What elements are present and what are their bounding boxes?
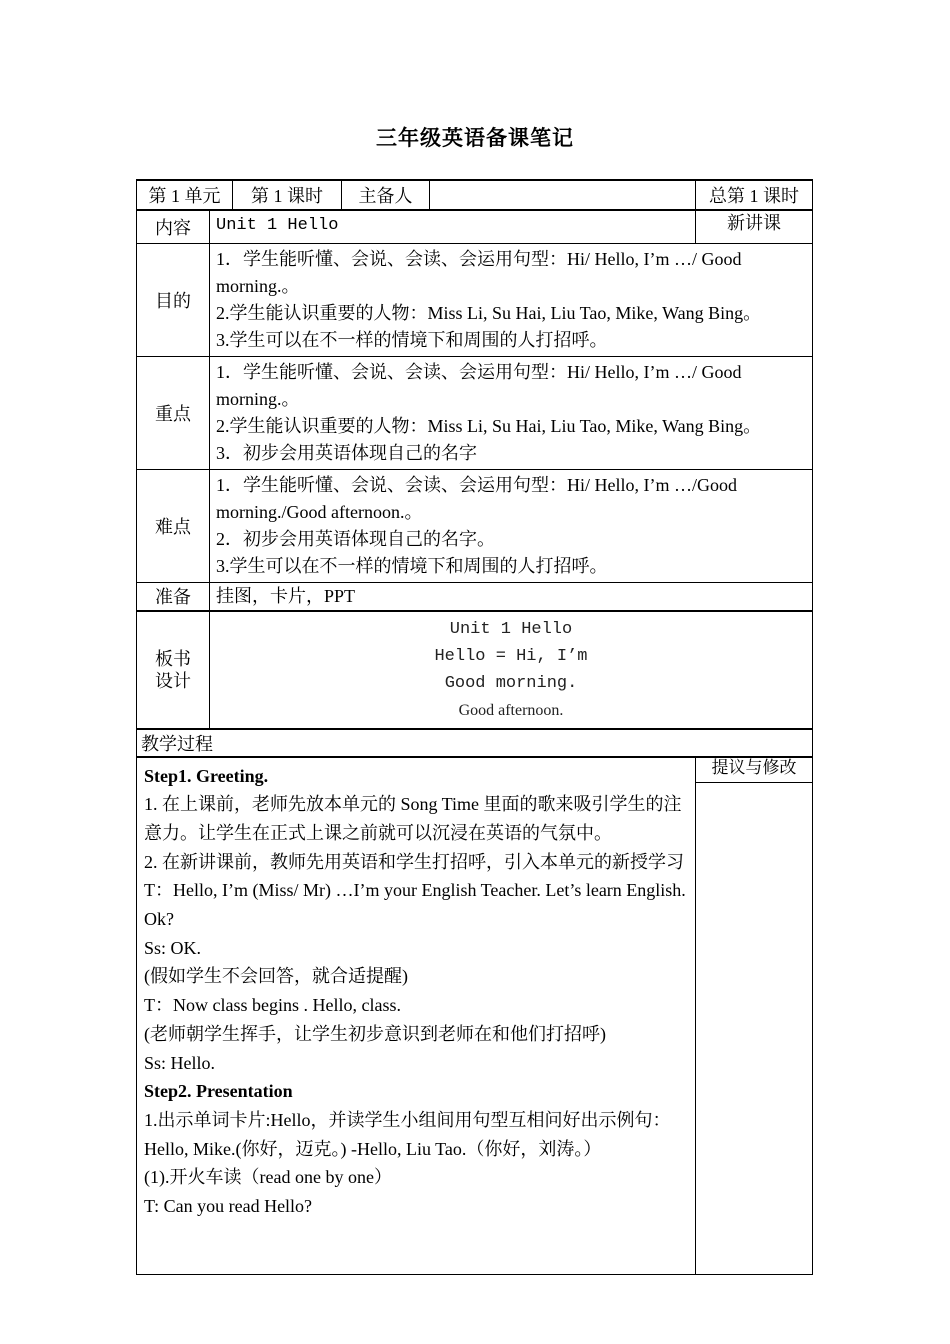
process-line: (假如学生不会回答，就合适提醒) [144,966,408,987]
preparer-label: 主备人 [342,180,430,210]
preparation-label: 准备 [137,582,210,611]
lesson-cell: 第 1 课时 [233,180,342,210]
step1-title: Step1. Greeting. [144,765,269,786]
objectives-content [210,243,813,356]
objective-line: 2.学生能认识重要的人物：Miss Li, Su Hai, Liu Tao, Mike, Wang Bing。 [216,302,762,323]
process-line: 2. 在新讲课前，教师先用英语和学生打招呼，引入本单元的新授学习 [144,851,684,872]
process-label: 教学过程 [137,729,813,757]
content-row [137,210,813,243]
key-points-label: 重点 [137,356,210,469]
process-line: T：Now class begins . Hello, class. [144,995,401,1016]
lesson-type: 新讲课 [696,210,813,243]
process-line: Ss: OK. [144,937,202,958]
preparation-row [137,582,813,611]
preparation-value: 挂图，卡片，PPT [210,582,813,611]
difficulties-row [137,469,813,582]
board-line: Hello = Hi, I’m [434,646,588,666]
suggestions-header: 提议与修改 [696,758,812,783]
content-label: 内容 [137,210,210,243]
process-line: (老师朝学生挥手，让学生初步意识到老师在和他们打招呼) [144,1023,606,1044]
process-line: T：Hello, I’m (Miss/ Mr) …I’m your English Teacher. Let’s learn English. Ok? [144,880,686,930]
key-point-line: 1．学生能听懂、会说、会读、会运用句型：Hi/ Hello, I’m …/ Good morning.。 [216,361,742,409]
process-line: T: Can you read Hello? [144,1196,313,1217]
process-content [137,757,696,1275]
process-line: 1.出示单词卡片:Hello，并读学生小组间用句型互相问好出示例句：Hello, Mike.(你好，迈克。) -Hello, Liu Tao.（你好，刘涛。） [144,1109,671,1159]
objective-line: 1．学生能听懂、会说、会读、会运用句型：Hi/ Hello, I’m …/ Good morning.。 [216,248,742,296]
difficulty-line: 1．学生能听懂、会说、会读、会运用句型：Hi/ Hello, I’m …/Good morning./Good afternoon.。 [216,474,737,522]
key-point-line: 2.学生能认识重要的人物：Miss Li, Su Hai, Liu Tao, Mike, Wang Bing。 [216,415,762,436]
difficulties-label: 难点 [137,469,210,582]
board-line: Unit 1 Hello [449,619,573,639]
process-label-row [137,729,813,757]
process-row [137,757,813,1275]
content-value: Unit 1 Hello [210,210,696,243]
suggestions-column [696,757,813,1275]
objectives-label: 目的 [137,243,210,356]
total-lesson-cell: 总第 1 课时 [696,180,813,210]
board-line: Good morning. [444,673,578,693]
objective-line: 3.学生可以在不一样的情境下和周围的人打招呼。 [216,329,608,350]
difficulty-line: 3.学生可以在不一样的情境下和周围的人打招呼。 [216,555,608,576]
objectives-row [137,243,813,356]
key-point-line: 3．初步会用英语体现自己的名字 [216,442,477,463]
process-line: 1. 在上课前，老师先放本单元的 Song Time 里面的歌来吸引学生的注意力。让学生在正式上课之前就可以沉浸在英语的气氛中。 [144,794,682,843]
key-points-row [137,356,813,469]
page-title: 三年级英语备课笔记 [376,126,574,150]
board-design-label: 板书 设计 [137,611,210,729]
key-points-content [210,356,813,469]
board-design-row [137,611,813,729]
unit-cell: 第 1 单元 [137,180,233,210]
lesson-plan-table [136,179,813,1275]
preparer-value [430,180,696,210]
process-line: (1).开火车读（read one by one） [144,1167,392,1188]
difficulties-content [210,469,813,582]
process-line: Ss: Hello. [144,1052,216,1073]
step2-title: Step2. Presentation [144,1081,293,1102]
difficulty-line: 2．初步会用英语体现自己的名字。 [216,528,495,549]
board-line: Good afternoon. [458,701,564,719]
header-row [137,180,813,210]
board-design-content [210,611,813,729]
